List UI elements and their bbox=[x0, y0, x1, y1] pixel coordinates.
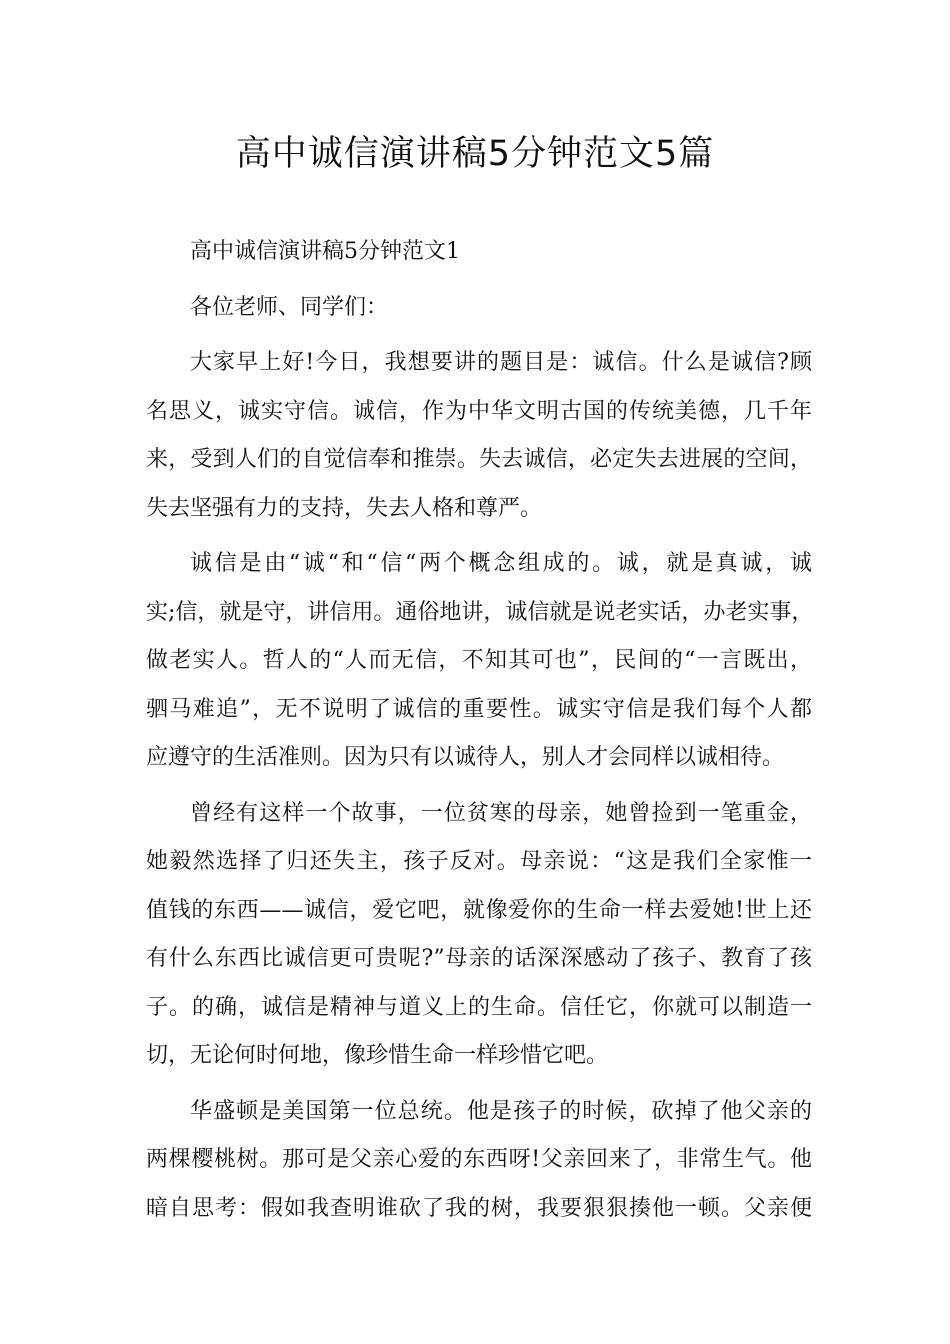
paragraph-line: 值钱的东西——诚信，爱它吧，就像爱你的生命一样去爱她!世上还 bbox=[146, 897, 812, 923]
spacer bbox=[146, 1081, 812, 1088]
spacer bbox=[146, 533, 812, 540]
paragraph-line: 暗自思考：假如我查明谁砍了我的树，我要狠狠揍他一顿。父亲便 bbox=[146, 1195, 812, 1221]
paragraph-line: 应遵守的生活准则。因为只有以诚待人，别人才会同样以诚相待。 bbox=[146, 745, 785, 770]
paragraph-line: 诚信是由“诚“和“信“两个概念组成的。诚，就是真诚，诚 bbox=[190, 551, 812, 576]
greeting-line: 各位老师、同学们： bbox=[190, 294, 389, 320]
paragraph-line: 来，受到人们的自觉信奉和推崇。失去诚信，必定失去进展的空间， bbox=[146, 447, 812, 472]
paragraph bbox=[146, 339, 812, 533]
paragraph-line: 失去坚强有力的支持，失去人格和尊严。 bbox=[146, 495, 543, 521]
paragraph-line: 她毅然选择了归还失主，孩子反对。母亲说：“这是我们全家惟一 bbox=[146, 849, 812, 874]
spacer bbox=[146, 277, 812, 284]
section-heading: 高中诚信演讲稿5分钟范文1 bbox=[190, 239, 460, 264]
paragraph-line: 子。的确，诚信是精神与道义上的生命。信任它，你就可以制造一 bbox=[146, 994, 812, 1020]
spacer bbox=[146, 332, 812, 339]
paragraph-line: 名思义，诚实守信。诚信，作为中华文明古国的传统美德，几千年 bbox=[146, 398, 812, 424]
paragraph bbox=[146, 540, 812, 783]
paragraph-line: 华盛顿是美国第一位总统。他是孩子的时候，砍掉了他父亲的 bbox=[190, 1098, 812, 1124]
paragraph-line: 有什么东西比诚信更可贵呢?”母亲的话深深感动了孩子、教育了孩 bbox=[146, 946, 812, 971]
paragraph-line: 曾经有这样一个故事，一位贫寒的母亲，她曾捡到一笔重金， bbox=[190, 800, 812, 826]
paragraph bbox=[146, 790, 812, 1081]
paragraph-line: 大家早上好!今日，我想要讲的题目是：诚信。什么是诚信?顾 bbox=[190, 350, 812, 375]
paragraph-line: 两棵樱桃树。那可是父亲心爱的东西呀!父亲回来了，非常生气。他 bbox=[146, 1147, 812, 1172]
document-title: 高中诚信演讲稿5分钟范文5篇 bbox=[235, 134, 715, 174]
paragraph-line: 实;信，就是守，讲信用。通俗地讲，诚信就是说老实话，办老实事， bbox=[146, 599, 814, 625]
paragraph-line: 做老实人。哲人的“人而无信，不知其可也”，民间的“一言既出， bbox=[146, 648, 812, 673]
spacer bbox=[146, 783, 812, 790]
paragraph-line: 驷马难追”，无不说明了诚信的重要性。诚实守信是我们每个人都 bbox=[146, 696, 812, 722]
document-body bbox=[146, 228, 812, 1233]
paragraph bbox=[146, 1088, 812, 1234]
paragraph-line: 切，无论何时何地，像珍惜生命一样珍惜它吧。 bbox=[146, 1043, 609, 1068]
